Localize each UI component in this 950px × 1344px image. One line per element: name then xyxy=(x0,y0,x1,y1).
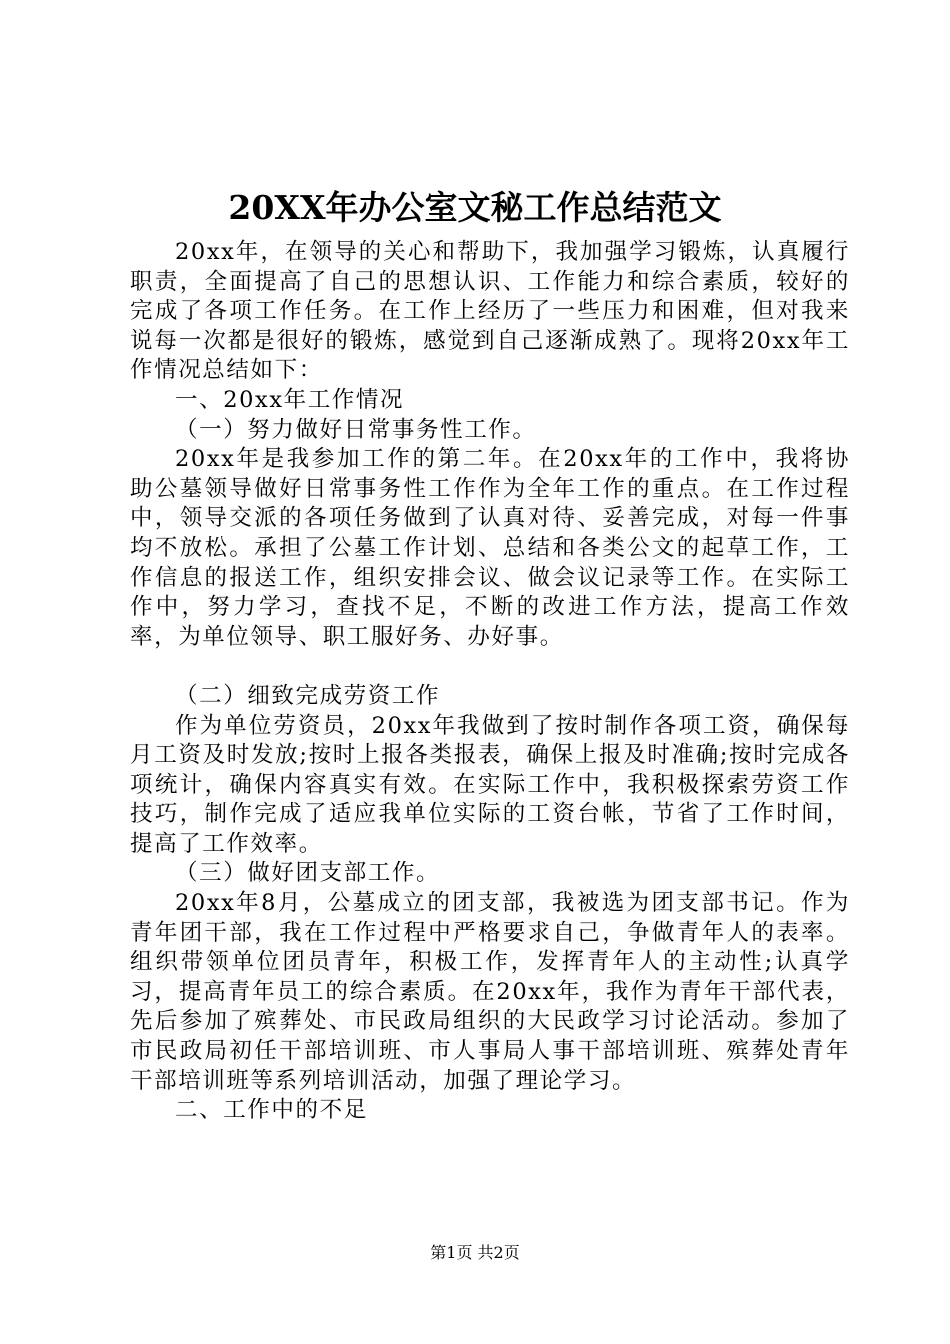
section-1-heading: 一、20xx年工作情况 xyxy=(175,386,405,413)
page-footer: 第1页 共2页 xyxy=(430,1243,520,1262)
paragraph-spacer xyxy=(130,652,850,682)
subsection-3-heading: （三）做好团支部工作。 xyxy=(175,860,441,887)
subsection-1-paragraph: 20xx年是我参加工作的第二年。在20xx年的工作中，我将协助公墓领导做好日常事务性工作作为全年工作的重点。在工作过程中，领导交派的各项任务做到了认真对待、妥善完成，对每一件事均不放松。承担了公墓工作计划、总结和各类公文的起草工作，工作信息的报送工作，组织安排会议、做会议记录等工作。在实际工作中，努力学习，查找不足，不断的改进工作方法，提高工作效率，为单位领导、职工服好务、办好事。 xyxy=(130,446,850,650)
section-2-heading: 二、工作中的不足 xyxy=(175,1097,368,1124)
subsection-2-heading: （二）细致完成劳资工作 xyxy=(175,682,441,709)
intro-paragraph: 20xx年，在领导的关心和帮助下，我加强学习锻炼，认真履行职责，全面提高了自己的思想认识、工作能力和综合素质，较好的完成了各项工作任务。在工作上经历了一些压力和困难，但对我来说每一次都是很好的锻炼，感觉到自己逐渐成熟了。现将20xx年工作情况总结如下： xyxy=(130,239,850,384)
subsection-1-heading: （一）努力做好日常事务性工作。 xyxy=(175,416,537,443)
subsection-2-paragraph: 作为单位劳资员，20xx年我做到了按时制作各项工资，确保每月工资及时发放;按时上报各类报表，确保上报及时准确;按时完成各项统计，确保内容真实有效。在实际工作中，我积极探索劳资工作技巧，制作完成了适应我单位实际的工资台帐，节省了工作时间，提高了工作效率。 xyxy=(130,712,850,857)
document-title: 20XX年办公室文秘工作总结范文 xyxy=(228,188,722,227)
document-body xyxy=(130,238,850,1126)
subsection-3-paragraph: 20xx年8月，公墓成立的团支部，我被选为团支部书记。作为青年团干部，我在工作过程中严格要求自己，争做青年人的表率。组织带领单位团员青年，积极工作，发挥青年人的主动性;认真学习，提高青年员工的综合素质。在20xx年，我作为青年干部代表，先后参加了殡葬处、市民政局组织的大民政学习讨论活动。参加了市民政局初任干部培训班、市人事局人事干部培训班、殡葬处青年干部培训班等系列培训活动，加强了理论学习。 xyxy=(130,890,850,1094)
